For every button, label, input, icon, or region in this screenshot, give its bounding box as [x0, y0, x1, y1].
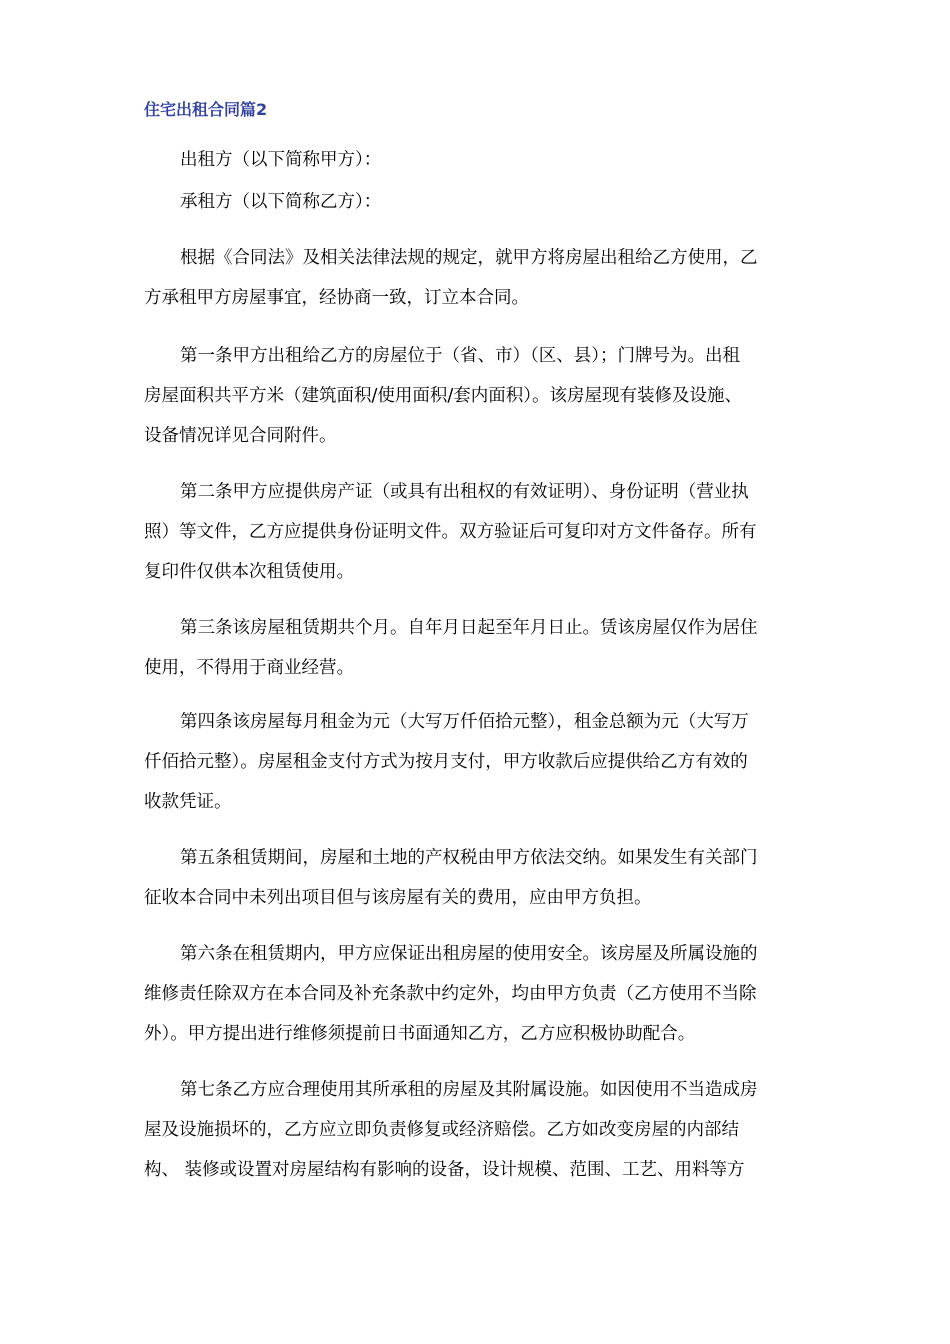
paragraph-line: 出租方（以下简称甲方）： — [180, 150, 382, 170]
paragraph-line: 第四条该房屋每月租金为元（大写万仟佰拾元整），租金总额为元（大写万 — [180, 712, 749, 732]
paragraph-line: 照）等文件，乙方应提供身份证明文件。双方验证后可复印对方文件备存。所有 — [144, 522, 757, 542]
paragraph-line: 房屋面积共平方米（建筑面积/使用面积/套内面积）。该房屋现有装修及设施、 — [144, 386, 743, 406]
paragraph-line: 方承租甲方房屋事宜，经协商一致，订立本合同。 — [144, 288, 529, 308]
paragraph-preamble — [144, 238, 822, 318]
paragraph-line: 第一条甲方出租给乙方的房屋位于（省、市）（区、县）；门牌号为。出租 — [180, 346, 740, 366]
paragraph-line: 收款凭证。 — [144, 792, 232, 812]
paragraph-article-3 — [144, 608, 822, 688]
paragraph-article-6 — [144, 934, 822, 1054]
paragraph-line: 外）。甲方提出进行维修须提前日书面通知乙方，乙方应积极协助配合。 — [144, 1024, 696, 1044]
paragraph-article-1 — [144, 336, 822, 456]
paragraph-line: 复印件仅供本次租赁使用。 — [144, 562, 354, 582]
paragraph-article-5 — [144, 838, 822, 918]
document-title: 住宅出租合同篇2 — [144, 100, 268, 119]
paragraph-line: 维修责任除双方在本合同及补充条款中约定外，均由甲方负责（乙方使用不当除 — [144, 984, 757, 1004]
paragraph-lessor — [144, 140, 822, 180]
paragraph-line: 设备情况详见合同附件。 — [144, 426, 337, 446]
paragraph-article-4 — [144, 702, 822, 822]
paragraph-article-7 — [144, 1070, 822, 1190]
paragraph-line: 根据《合同法》及相关法律法规的规定，就甲方将房屋出租给乙方使用，乙 — [180, 248, 758, 268]
paragraph-lessee — [144, 182, 822, 222]
paragraph-line: 仟佰拾元整）。房屋租金支付方式为按月支付，甲方收款后应提供给乙方有效的 — [144, 752, 748, 772]
paragraph-line: 第二条甲方应提供房产证（或具有出租权的有效证明）、身份证明（营业执 — [180, 482, 749, 502]
paragraph-line: 承租方（以下简称乙方）： — [180, 192, 382, 212]
paragraph-line: 第五条租赁期间，房屋和土地的产权税由甲方依法交纳。如果发生有关部门 — [180, 848, 758, 868]
paragraph-line: 第三条该房屋租赁期共个月。自年月日起至年月日止。赁该房屋仅作为居住 — [180, 618, 758, 638]
paragraph-line: 屋及设施损坏的，乙方应立即负责修复或经济赔偿。乙方如改变房屋的内部结 — [144, 1120, 739, 1140]
paragraph-article-2 — [144, 472, 822, 592]
paragraph-line: 第七条乙方应合理使用其所承租的房屋及其附属设施。如因使用不当造成房 — [180, 1080, 758, 1100]
paragraph-line: 第六条在租赁期内，甲方应保证出租房屋的使用安全。该房屋及所属设施的 — [180, 944, 758, 964]
paragraph-line: 构、 装修或设置对房屋结构有影响的设备，设计规模、范围、工艺、用料等方 — [144, 1160, 745, 1180]
paragraph-line: 使用，不得用于商业经营。 — [144, 658, 354, 678]
paragraph-line: 征收本合同中未列出项目但与该房屋有关的费用，应由甲方负担。 — [144, 888, 652, 908]
